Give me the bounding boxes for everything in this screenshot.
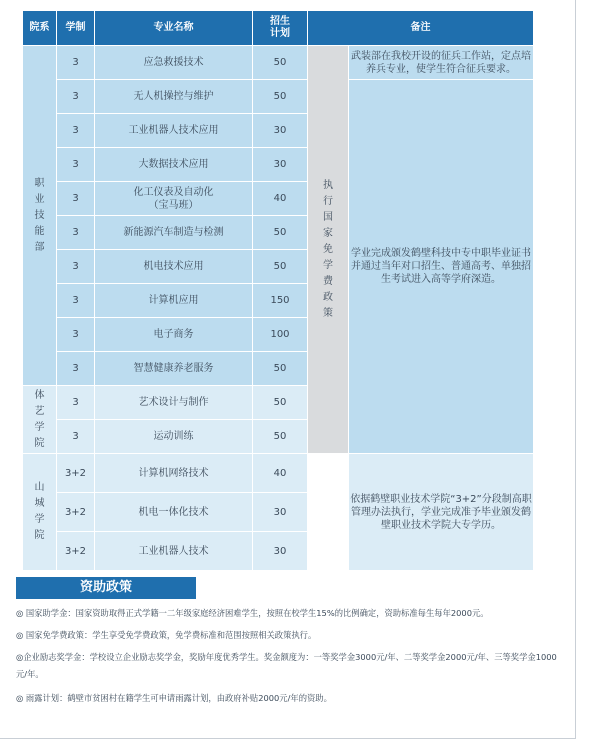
- cell-years: 3: [57, 46, 95, 80]
- cell-years: 3+2: [57, 532, 95, 571]
- cell-plan: 50: [253, 46, 308, 80]
- header-dept: 院系: [23, 11, 57, 46]
- policy-column: 执 行 国 家 免 学 费 政 策: [308, 46, 349, 454]
- cell-major: 智慧健康养老服务: [95, 352, 253, 386]
- cell-plan: 30: [253, 493, 308, 532]
- cell-major: 无人机操控与维护: [95, 80, 253, 114]
- cell-plan: 100: [253, 318, 308, 352]
- cell-plan: 40: [253, 182, 308, 216]
- cell-plan: 150: [253, 284, 308, 318]
- cell-years: 3: [57, 182, 95, 216]
- cell-plan: 30: [253, 532, 308, 571]
- cell-major: 应急救援技术: [95, 46, 253, 80]
- policy-rain-dew: ◎ 雨露计划：鹤壁市贫困村在籍学生可申请雨露计划，由政府补贴2000元/年的资助。: [16, 693, 332, 703]
- dept-shancheng: 山 城 学 院: [23, 454, 57, 571]
- enrollment-table: [22, 10, 534, 571]
- policy-enterprise-scholarship: ◎企业励志奖学金：学校设立企业励志奖学金，奖励年度优秀学生。奖金额度为：一等奖学金3000元/年、二等奖学金2000元/年、三等奖学金1000元/年。: [16, 652, 557, 679]
- cell-major: 工业机器人技术应用: [95, 114, 253, 148]
- funding-policy-title: 资助政策: [16, 577, 196, 599]
- header-major: 专业名称: [95, 11, 253, 46]
- cell-major: 计算机应用: [95, 284, 253, 318]
- cell-major: 艺术设计与制作: [95, 386, 253, 420]
- policy-national-grant: ◎ 国家助学金：国家资助取得正式学籍一二年级家庭经济困难学生，按照在校学生15%的比例确定，资助标准每生每年2000元。: [16, 608, 489, 618]
- cell-major: 新能源汽车制造与检测: [95, 216, 253, 250]
- cell-plan: 50: [253, 250, 308, 284]
- cell-major: 电子商务: [95, 318, 253, 352]
- cell-plan: 40: [253, 454, 308, 493]
- cell-years: 3: [57, 386, 95, 420]
- cell-plan: 30: [253, 148, 308, 182]
- dept-vocational: 职 业 技 能 部: [23, 46, 57, 386]
- note-3plus2: 依据鹤壁职业技术学院“3+2”分段制高职管理办法执行，学业完成准予毕业颁发鹤壁职业技术学院大专学历。: [349, 454, 534, 571]
- cell-plan: 50: [253, 80, 308, 114]
- cell-years: 3: [57, 352, 95, 386]
- header-years: 学制: [57, 11, 95, 46]
- note-vocational: 学业完成颁发鹤壁科技中专中职毕业证书并通过当年对口招生、普通高考、单独招生考试进入高等学府深造。: [349, 80, 534, 454]
- note-conscription: 武装部在我校开设的征兵工作站，定点培养兵专业，使学生符合征兵要求。: [349, 46, 534, 80]
- header-plan: 招生 计划: [253, 11, 308, 46]
- table-row: [23, 46, 534, 80]
- cell-major: 大数据技术应用: [95, 148, 253, 182]
- cell-years: 3: [57, 148, 95, 182]
- cell-years: 3+2: [57, 454, 95, 493]
- cell-major: 工业机器人技术: [95, 532, 253, 571]
- cell-major: 化工仪表及自动化 （宝马班）: [95, 182, 253, 216]
- cell-years: 3: [57, 80, 95, 114]
- table-row: [23, 454, 534, 493]
- cell-plan: 50: [253, 352, 308, 386]
- cell-plan: 50: [253, 216, 308, 250]
- cell-plan: 30: [253, 114, 308, 148]
- policy-tuition-waiver: ◎ 国家免学费政策：学生享受免学费政策，免学费标准和范围按照相关政策执行。: [16, 630, 317, 640]
- policy-blank: [308, 454, 349, 571]
- cell-plan: 50: [253, 386, 308, 420]
- cell-major: 运动训练: [95, 420, 253, 454]
- table-row: [23, 80, 534, 114]
- cell-major: 机电技术应用: [95, 250, 253, 284]
- cell-major: 计算机网络技术: [95, 454, 253, 493]
- cell-years: 3: [57, 114, 95, 148]
- cell-years: 3: [57, 420, 95, 454]
- header-row: [23, 11, 534, 46]
- cell-plan: 50: [253, 420, 308, 454]
- header-note: 备注: [308, 11, 534, 46]
- cell-years: 3+2: [57, 493, 95, 532]
- dept-arts: 体 艺 学 院: [23, 386, 57, 454]
- cell-years: 3: [57, 250, 95, 284]
- cell-major: 机电一体化技术: [95, 493, 253, 532]
- cell-years: 3: [57, 318, 95, 352]
- cell-years: 3: [57, 284, 95, 318]
- cell-years: 3: [57, 216, 95, 250]
